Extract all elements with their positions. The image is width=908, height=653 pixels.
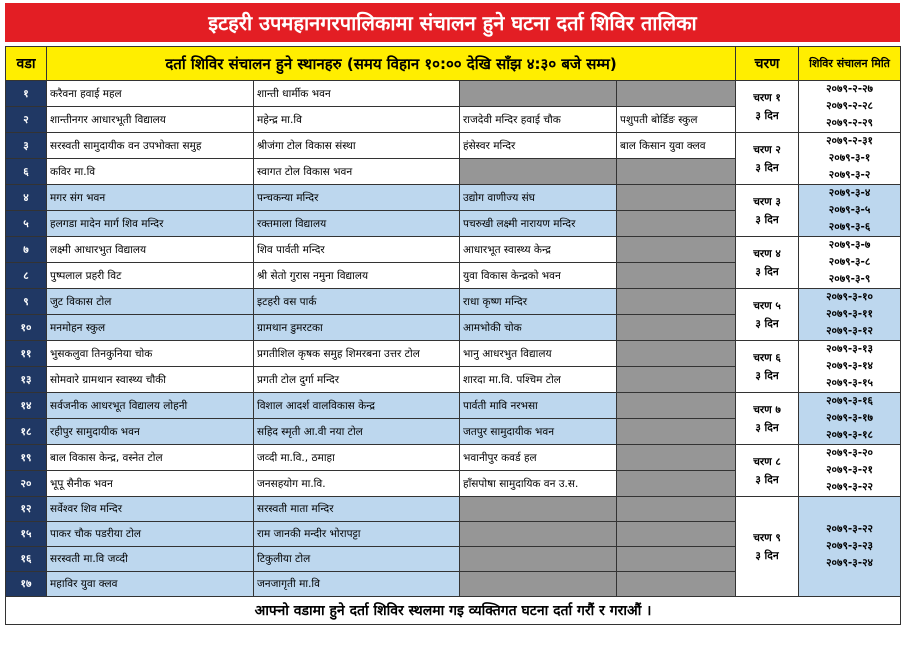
ward-number: २ <box>6 107 47 133</box>
phase-days: ३ दिन <box>755 109 779 122</box>
ward-number: ८ <box>6 263 47 289</box>
empty-location-cell <box>460 572 617 597</box>
ward-number: १७ <box>6 572 47 597</box>
location-cell: शान्ती धार्मीक भवन <box>254 81 460 107</box>
empty-location-cell <box>617 159 736 185</box>
phase-cell <box>736 341 799 393</box>
phase-label: चरण ५ <box>753 299 781 312</box>
location-cell: युवा विकास केन्द्रको भवन <box>460 263 617 289</box>
location-cell: भानु आधरभुत विद्यालय <box>460 341 617 367</box>
ward-number: २० <box>6 471 47 497</box>
ward-number: ३ <box>6 133 47 159</box>
phase-label: चरण ९ <box>753 531 781 544</box>
location-cell: जव्दी मा.वि., ठमाहा <box>254 445 460 471</box>
location-cell: महेन्द्र मा.वि <box>254 107 460 133</box>
table-row <box>6 237 901 263</box>
location-cell: भूपू सैनीक भवन <box>47 471 254 497</box>
footer-row <box>6 597 901 625</box>
header-row <box>6 47 901 81</box>
phase-label: चरण ८ <box>753 455 781 468</box>
phase-days: ३ दिन <box>755 473 779 486</box>
camp-date: २०७९-३-१३ <box>826 343 874 355</box>
camp-date: २०७९-३-६ <box>828 221 871 233</box>
phase-label: चरण ४ <box>753 247 781 260</box>
empty-location-cell <box>617 419 736 445</box>
ward-number: १४ <box>6 393 47 419</box>
empty-location-cell <box>617 211 736 237</box>
location-cell: सहिद स्मृती आ.वी नया टोल <box>254 419 460 445</box>
camp-date: २०७९-३-१६ <box>826 395 874 407</box>
table-row <box>6 341 901 367</box>
phase-dates-cell <box>799 393 901 445</box>
phase-cell <box>736 237 799 289</box>
schedule-body <box>6 81 901 597</box>
ward-number: ७ <box>6 237 47 263</box>
empty-location-cell <box>617 547 736 572</box>
table-row <box>6 445 901 471</box>
empty-location-cell <box>617 471 736 497</box>
ward-number: १९ <box>6 445 47 471</box>
phase-label: चरण १ <box>753 91 781 104</box>
location-cell: प्रगतीशिल कृषक समुह शिमरबना उत्तर टोल <box>254 341 460 367</box>
location-cell: बाल विकास केन्द्र, वस्नेत टोल <box>47 445 254 471</box>
ward-number: ४ <box>6 185 47 211</box>
empty-location-cell <box>617 237 736 263</box>
empty-location-cell <box>617 289 736 315</box>
ward-number: १५ <box>6 522 47 547</box>
location-cell: हाँसपोषा सामुदायिक वन उ.स. <box>460 471 617 497</box>
empty-location-cell <box>617 185 736 211</box>
camp-date: २०७९-३-५ <box>828 204 871 216</box>
location-cell: सोमवारे ग्रामथान स्वास्थ्य चौकी <box>47 367 254 393</box>
table-row <box>6 133 901 159</box>
phase-cell <box>736 445 799 497</box>
empty-location-cell <box>460 159 617 185</box>
table-row <box>6 81 901 107</box>
location-cell: महाविर युवा क्लव <box>47 572 254 597</box>
camp-date: २०७९-३-२४ <box>826 557 874 569</box>
dates-header: शिविर संचालन मिति <box>799 47 901 81</box>
phase-cell <box>736 185 799 237</box>
phase-dates-cell <box>799 289 901 341</box>
location-cell: जनसहयोग मा.वि. <box>254 471 460 497</box>
phase-dates-cell <box>799 445 901 497</box>
location-cell: शारदा मा.वि. पश्चिम टोल <box>460 367 617 393</box>
camp-date: २०७९-२-३१ <box>826 135 874 147</box>
location-cell: स्वागत टोल विकास भवन <box>254 159 460 185</box>
location-cell: बाल किसान युवा क्लव <box>617 133 736 159</box>
camp-date: २०७९-२-२९ <box>826 117 874 129</box>
camp-date: २०७९-३-२२ <box>826 523 874 535</box>
location-cell: पाकर चौक पडरीया टोल <box>47 522 254 547</box>
empty-location-cell <box>617 445 736 471</box>
location-cell: राजदेवी मन्दिर हवाई चौक <box>460 107 617 133</box>
schedule-table <box>5 46 901 625</box>
table-row <box>6 393 901 419</box>
location-cell: श्री सेतो गुरास नमुना विद्यालय <box>254 263 460 289</box>
ward-number: १० <box>6 315 47 341</box>
empty-location-cell <box>617 263 736 289</box>
phase-dates-cell <box>799 81 901 133</box>
empty-location-cell <box>617 522 736 547</box>
camp-date: २०७९-३-२ <box>828 169 871 181</box>
location-cell: पचरुखी लक्ष्मी नारायण मन्दिर <box>460 211 617 237</box>
location-cell: सरस्वती माता मन्दिर <box>254 497 460 522</box>
location-cell: आधारभूत स्वास्थ्य केन्द्र <box>460 237 617 263</box>
location-cell: हंसेस्वर मन्दिर <box>460 133 617 159</box>
table-row <box>6 289 901 315</box>
location-cell: शान्तीनगर आधारभूती विद्यालय <box>47 107 254 133</box>
camp-date: २०७९-३-१ <box>828 152 871 164</box>
location-cell: पार्वती मावि नरभसा <box>460 393 617 419</box>
empty-location-cell <box>617 81 736 107</box>
location-cell: हलगडा मादेन मार्ग शिव मन्दिर <box>47 211 254 237</box>
location-cell: सर्वेश्वर शिव मन्दिर <box>47 497 254 522</box>
location-cell: मगर संग भवन <box>47 185 254 211</box>
location-cell: रहीपुर सामुदायीक भवन <box>47 419 254 445</box>
footer-note: आफ्नो वडामा हुने दर्ता शिविर स्थलमा गइ व्यक्तिगत घटना दर्ता गरौं र गराऔं । <box>6 597 901 625</box>
camp-date: २०७९-३-१० <box>826 291 874 303</box>
phase-label: चरण ७ <box>753 403 781 416</box>
page-title: इटहरी उपमहानगरपालिकामा संचालन हुने घटना दर्ता शिविर तालिका <box>5 3 900 42</box>
phase-days: ३ दिन <box>755 317 779 330</box>
ward-number: १८ <box>6 419 47 445</box>
phase-cell <box>736 393 799 445</box>
camp-date: २०७९-२-२८ <box>826 100 874 112</box>
empty-location-cell <box>460 547 617 572</box>
camp-date: २०७९-३-७ <box>828 239 871 251</box>
camp-date: २०७९-३-१८ <box>826 429 874 441</box>
location-cell: विशाल आदर्श वालविकास केन्द्र <box>254 393 460 419</box>
phase-cell <box>736 133 799 185</box>
ward-number: १ <box>6 81 47 107</box>
camp-date: २०७९-३-८ <box>828 256 871 268</box>
empty-location-cell <box>617 393 736 419</box>
phase-days: ३ दिन <box>755 421 779 434</box>
phase-label: चरण ६ <box>753 351 781 364</box>
location-cell: इटहरी वस पार्क <box>254 289 460 315</box>
location-cell: जतपुर सामुदायीक भवन <box>460 419 617 445</box>
location-cell: सरस्वती सामुदायीक वन उपभोक्ता समुह <box>47 133 254 159</box>
phase-days: ३ दिन <box>755 161 779 174</box>
phase-dates-cell <box>799 133 901 185</box>
empty-location-cell <box>617 572 736 597</box>
camp-date: २०७९-३-११ <box>826 308 874 320</box>
empty-location-cell <box>460 497 617 522</box>
ward-number: १३ <box>6 367 47 393</box>
camp-date: २०७९-३-२३ <box>826 540 874 552</box>
empty-location-cell <box>460 81 617 107</box>
locations-header: दर्ता शिविर संचालन हुने स्थानहरु (समय विहान १०:०० देखि साँझ ४:३० बजे सम्म) <box>47 47 736 81</box>
phase-days: ३ दिन <box>755 213 779 226</box>
ward-number: ९ <box>6 289 47 315</box>
phase-dates-cell <box>799 341 901 393</box>
ward-number: ५ <box>6 211 47 237</box>
phase-label: चरण ३ <box>753 195 781 208</box>
phase-header: चरण <box>736 47 799 81</box>
phase-dates-cell <box>799 237 901 289</box>
location-cell: रक्तमाला विद्यालय <box>254 211 460 237</box>
camp-date: २०७९-३-२२ <box>826 481 874 493</box>
location-cell: ग्रामथान डुमरटका <box>254 315 460 341</box>
phase-days: ३ दिन <box>755 549 779 562</box>
table-row <box>6 497 901 522</box>
location-cell: जनजागृती मा.वि <box>254 572 460 597</box>
empty-location-cell <box>617 367 736 393</box>
location-cell: श्रीजंगा टोल विकास संस्था <box>254 133 460 159</box>
location-cell: टिकुलीया टोल <box>254 547 460 572</box>
ward-number: ६ <box>6 159 47 185</box>
location-cell: राधा कृष्ण मन्दिर <box>460 289 617 315</box>
phase-dates-cell <box>799 497 901 597</box>
camp-date: २०७९-३-४ <box>828 187 871 199</box>
phase-days: ३ दिन <box>755 369 779 382</box>
camp-date: २०७९-३-१७ <box>826 412 874 424</box>
camp-date: २०७९-३-१४ <box>826 360 874 372</box>
camp-date: २०७९-३-२१ <box>826 464 874 476</box>
location-cell: राम जानकी मन्दीर भोरापट्टा <box>254 522 460 547</box>
ward-number: १२ <box>6 497 47 522</box>
phase-cell <box>736 81 799 133</box>
location-cell: कविर मा.वि <box>47 159 254 185</box>
phase-cell <box>736 497 799 597</box>
location-cell: जुट विकास टोल <box>47 289 254 315</box>
location-cell: सर्वजनीक आधरभूत विद्यालय लोहनी <box>47 393 254 419</box>
location-cell: मनमोहन स्कुल <box>47 315 254 341</box>
camp-date: २०७९-२-२७ <box>826 83 874 95</box>
ward-header: वडा <box>6 47 47 81</box>
location-cell: पशुपती बोर्डिङ स्कुल <box>617 107 736 133</box>
location-cell: शिव पार्वती मन्दिर <box>254 237 460 263</box>
camp-date: २०७९-३-९ <box>828 273 871 285</box>
empty-location-cell <box>617 315 736 341</box>
location-cell: सरस्वती मा.वि जव्दी <box>47 547 254 572</box>
location-cell: भवानीपुर कवर्ड हल <box>460 445 617 471</box>
phase-dates-cell <box>799 185 901 237</box>
camp-date: २०७९-३-१२ <box>826 325 874 337</box>
location-cell: पुष्पलाल प्रहरी विट <box>47 263 254 289</box>
camp-date: २०७९-३-१५ <box>826 377 874 389</box>
table-row <box>6 185 901 211</box>
location-cell: उद्योग वाणीज्य संघ <box>460 185 617 211</box>
phase-cell <box>736 289 799 341</box>
location-cell: पन्चकन्या मन्दिर <box>254 185 460 211</box>
phase-label: चरण २ <box>753 143 781 156</box>
empty-location-cell <box>460 522 617 547</box>
location-cell: आमभोकी चोक <box>460 315 617 341</box>
empty-location-cell <box>617 341 736 367</box>
location-cell: करैवना हवाई महल <box>47 81 254 107</box>
ward-number: १६ <box>6 547 47 572</box>
location-cell: लक्ष्मी आधारभुत विद्यालय <box>47 237 254 263</box>
location-cell: भुसकलुवा तिनकुनिया चोक <box>47 341 254 367</box>
location-cell: प्रगती टोल दुर्गा मन्दिर <box>254 367 460 393</box>
ward-number: ११ <box>6 341 47 367</box>
phase-days: ३ दिन <box>755 265 779 278</box>
empty-location-cell <box>617 497 736 522</box>
camp-date: २०७९-३-२० <box>826 447 874 459</box>
